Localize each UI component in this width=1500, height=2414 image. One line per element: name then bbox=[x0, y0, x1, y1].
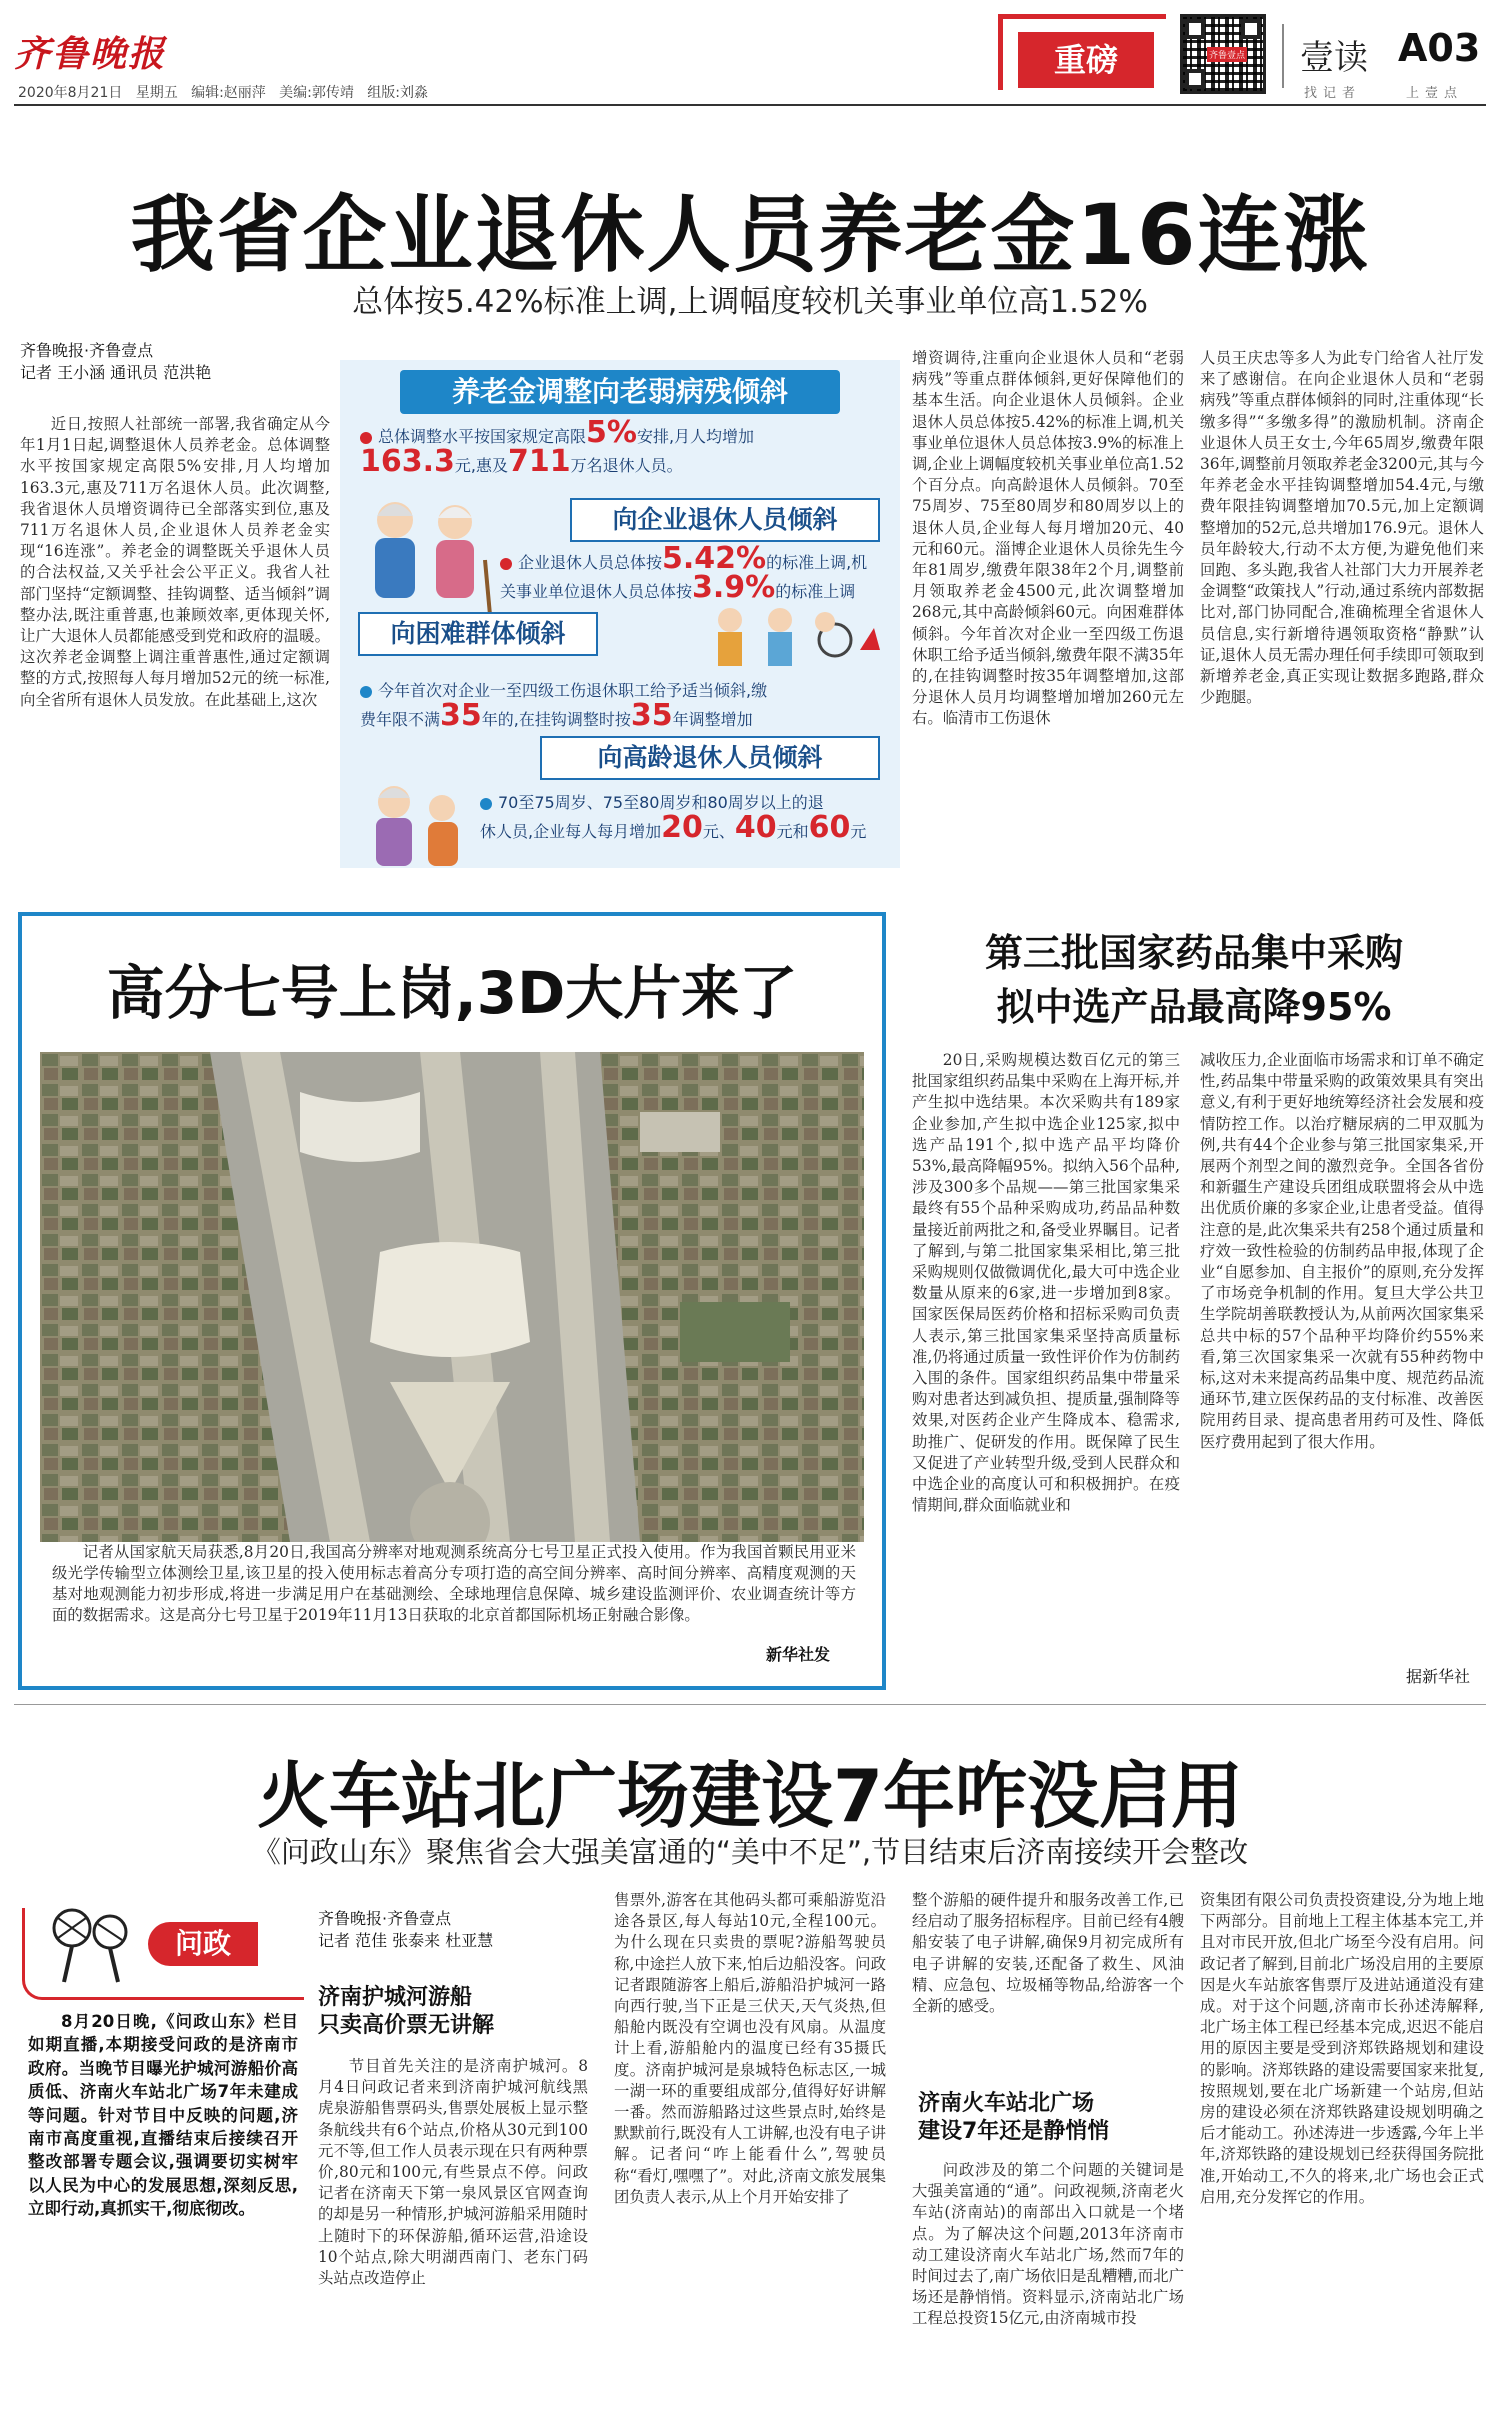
station-byline-block bbox=[318, 1908, 638, 1952]
page-number: A03 bbox=[1398, 26, 1481, 70]
lead-col1-text: 近日,按照人社部统一部署,我省确定从今年1月1日起,调整退休人员养老金。总体调整水平按国家规定高限5%安排,月人均增加163.3元,惠及711万名退休人员。此次调整,我省退休人员增资调待已全部落实到位,惠及711万名退休人员,企业退休人员养老金实现“16连涨”。养老金的调整既关乎退休人员的合法权益,又关乎社会公平正义。我省人社部门坚持“定额调整、挂钩调整、适当倾斜”调整办法,既注重普惠,也兼顾效率,更体现关怀,让广大退休人员都能感受到党和政府的温暖。这次养老金调整上调注重普惠性,通过定额调整的方式,按照每人每月增加52元的统一标准,向全省所有退休人员发放。在此基础上,这次 bbox=[20, 415, 330, 709]
sub1-line2: 只卖高价票无讲解 bbox=[318, 2013, 495, 2038]
editor-credit: 编辑:赵丽萍 bbox=[191, 85, 266, 101]
p3-a: 今年首次对企业一至四级工伤退休职工给予适当倾斜,缴 bbox=[378, 681, 768, 700]
p4-h: 元 bbox=[850, 822, 867, 841]
lead-byline-block bbox=[20, 340, 330, 384]
satellite-caption-text: 记者从国家航天局获悉,8月20日,我国高分辨率对地观测系统高分七号卫星正式投入使用。作为我国首颗民用亚米级光学传输型立体测绘卫星,该卫星的投入使用标志着高分专项打造的高空间分辨率、高时间分辨率、高精度观测的天基对地观测能力初步形成,将进一步满足用户在基础测绘、全球地理信息保障、城乡建设监测评价、农业调查统计等方面的数据需求。这是高分七号卫星于2019年11月13日获取的北京首都国际机场正射融合影像。 bbox=[52, 1543, 856, 1624]
drug-col1-text: 20日,采购规模达数百亿元的第三批国家组织药品集中采购在上海开标,并产生拟中选结果。本次采购共有189家企业参加,产生拟中选企业125家,拟中选产品191个,拟中选产品平均降价53%,最高降幅95%。拟纳入56个品种,涉及300多个品规——第三批国家集采最终有55个品种采购成功,药品品种数量接近前两批之和,备受业界瞩目。记者了解到,与第二批国家集采相比,第三批采购规则仅做微调优化,最大可中选企业数量从原来的6家,进一步增加到8家。国家医保局医药价格和招标采购司负责人表示,第三批国家集采坚持高质量标准,仍将通过质量一致性评价作为仿制药入围的条件。国家组织药品集中带量采购对患者达到减负担、提质量,强制降等效果,对医药企业产生降成本、稳需求,助推广、促研发的作用。既保障了民生又促进了产业转型升级,受到人民群众和中选企业的高度认可和积极拥护。在疫情期间,群众面临就业和 bbox=[912, 1051, 1180, 1515]
microphone-icon bbox=[34, 1904, 144, 1986]
infographic-box-elderly: 向高龄退休人员倾斜 bbox=[540, 736, 880, 780]
p1-g: 万名退休人员。 bbox=[570, 456, 683, 475]
p3-c: 35 bbox=[440, 698, 482, 733]
infographic-title: 养老金调整向老弱病残倾斜 bbox=[400, 370, 840, 414]
infographic-point-2 bbox=[500, 541, 890, 605]
satellite-headline: 高分七号上岗,3D大片来了 bbox=[106, 959, 798, 1027]
p4-d: 元、 bbox=[702, 822, 735, 841]
p3-d: 年的,在挂钩调整时按 bbox=[481, 710, 631, 729]
bullet-dot bbox=[500, 558, 512, 570]
p4-f: 元和 bbox=[776, 822, 809, 841]
lead-column-2 bbox=[912, 348, 1184, 864]
bullet-dot bbox=[360, 686, 372, 698]
station-subheading-2 bbox=[918, 2090, 1109, 2146]
lead-headline: 我省企业退休人员养老金16连涨 bbox=[130, 186, 1370, 284]
satellite-caption bbox=[52, 1542, 856, 1626]
sub2-line1: 济南火车站北广场 bbox=[918, 2091, 1095, 2116]
station-intro bbox=[28, 2010, 298, 2221]
satellite-credit: 新华社发 bbox=[766, 1645, 831, 1664]
p1-a: 总体调整水平按国家规定高限 bbox=[378, 427, 587, 446]
section-rule bbox=[14, 1704, 1486, 1705]
elderly-couple-illustration bbox=[350, 490, 500, 620]
qr-finder-bl bbox=[1185, 69, 1205, 89]
p2-d: 关事业单位退休人员总体按 bbox=[500, 582, 693, 601]
p1-d: 163.3 bbox=[360, 444, 455, 479]
lead-column-1 bbox=[20, 414, 330, 864]
p2-a: 企业退休人员总体按 bbox=[518, 553, 663, 572]
infographic-box-difficult: 向困难群体倾斜 bbox=[358, 612, 598, 656]
masthead-date-line bbox=[18, 82, 428, 102]
p2-e: 3.9% bbox=[692, 570, 776, 605]
proof-credit: 组版:刘淼 bbox=[367, 85, 428, 101]
p1-c: 安排,月人均增加 bbox=[636, 427, 755, 446]
infographic-point-3 bbox=[360, 678, 890, 732]
qr-code[interactable] bbox=[1180, 14, 1266, 94]
p2-c: 的标准上调,机 bbox=[766, 553, 868, 572]
qr-label: 齐鲁壹点 bbox=[1207, 47, 1247, 62]
slogan-right: 上壹点 bbox=[1406, 86, 1464, 101]
column-tag-label: 问政 bbox=[148, 1922, 258, 1966]
p3-e: 35 bbox=[630, 698, 673, 733]
slogan-left: 找记者 bbox=[1304, 86, 1362, 101]
masthead-rule bbox=[14, 104, 1486, 106]
airport-satellite-photo bbox=[40, 1052, 864, 1542]
station-headline: 火车站北广场建设7年咋没启用 bbox=[256, 1754, 1244, 1838]
masthead-divider bbox=[1282, 24, 1284, 88]
p4-c: 20 bbox=[661, 810, 703, 845]
p3-b: 费年限不满 bbox=[360, 710, 441, 729]
station-column-4a bbox=[912, 1890, 1184, 2082]
bullet-dot bbox=[480, 798, 492, 810]
drug-column-2 bbox=[1200, 1050, 1484, 1652]
station-column-2 bbox=[318, 2056, 588, 2406]
bullet-dot bbox=[360, 432, 372, 444]
station-column-5 bbox=[1200, 1890, 1484, 2406]
station-source: 齐鲁晚报·齐鲁壹点 bbox=[318, 1909, 452, 1928]
issue-date: 2020年8月21日 bbox=[18, 85, 123, 101]
infographic-box-enterprise: 向企业退休人员倾斜 bbox=[570, 498, 880, 542]
drug-column-1 bbox=[912, 1050, 1180, 1686]
p2-f: 的标准上调 bbox=[775, 582, 856, 601]
lead-byline: 记者 王小涵 通讯员 范洪艳 bbox=[20, 363, 212, 382]
station-byline: 记者 范佳 张泰来 杜亚慧 bbox=[318, 1931, 494, 1950]
qr-finder-tl bbox=[1185, 19, 1205, 39]
p2-b: 5.42% bbox=[662, 541, 767, 576]
masthead-logo: 齐鲁晚报 bbox=[14, 33, 167, 75]
p4-g: 60 bbox=[808, 810, 851, 845]
drug-headline-1: 第三批国家药品集中采购 bbox=[984, 931, 1403, 975]
station-subhead: 《问政山东》聚焦省会大强美富通的“美中不足”,节目结束后济南接续开会整改 bbox=[251, 1835, 1249, 1869]
infographic-point-1 bbox=[360, 415, 880, 479]
lead-col2-text: 增资调待,注重向企业退休人员和“老弱病残”等重点群体倾斜,更好保障他们的基本生活。向企业退休人员倾斜。企业退休人员总体按5.42%的标准上调,机关事业单位退休人员总体按3.9%的标准上调,企业上调幅度较机关事业单位高1.52个百分点。向高龄退休人员倾斜。70至75周岁、75至80周岁和80周岁以上的退休人员,企业每人每月增加20元、40元和60元。淄博企业退休人员徐先生今年81周岁,缴费年限38年2个月,调整前月领取养老金4500元,此次调整增加268元,其中高龄倾斜60元。向困难群体倾斜。今年首次对企业一至四级工伤退休职工给予适当倾斜,缴费年限不满35年的,在挂钩调整时按35年调整增加,这部分退休人员月均调整增加增加260元左右。临清市工伤退休 bbox=[912, 349, 1184, 728]
p4-e: 40 bbox=[734, 810, 777, 845]
lead-column-3 bbox=[1200, 348, 1484, 864]
drug-col2-text: 减收压力,企业面临市场需求和订单不确定性,药品集中带量采购的政策效果具有突出意义,有利于更好地统筹经济社会发展和疫情防控工作。以治疗糖尿病的二甲双胍为例,共有44个企业参与第三批国家集采,开展两个剂型之间的激烈竞争。全国各省份和新疆生产建设兵团组成联盟将会从中选出优质价廉的多家企业,让患者受益。值得注意的是,此次集采共有258个通过质量和疗效一致性检验的仿制药品申报,体现了企业“自愿参加、自主报价”的原则,充分发挥了市场竞争机制的作用。复旦大学公共卫生学院胡善联教授认为,从前两次国家集采总共中标的57个品种平均降价约55%来看,第三次国家集采一次就有55种药物中标,这对未来提高药品集中度、规范药品流通环节,建立医保药品的支付标准、改善医院用药目录、提高患者用药可及性、降低医疗费用起到了很大作用。 bbox=[1200, 1051, 1484, 1451]
station-column-3 bbox=[614, 1890, 886, 2406]
infographic-point-4 bbox=[480, 790, 890, 844]
lead-col3-text: 人员王庆忠等多人为此专门给省人社厅发来了感谢信。在向企业退休人员和“老弱病残”等重点群体倾斜的同时,注重体现“长缴多得”“多缴多得”的激励机制。济南企业退休人员王女士,今年65周岁,缴费年限36年,调整前月领取养老金3200元,其与今年养老金水平挂钩调整增加54.4元,与缴费年限挂钩调整增加70.5元,加上定额调整增加的52元,总共增加176.9元。退休人员年龄较大,行动不太方便,为避免他们来回跑、多头跑,我省人社部门大力开展养老金调整“政策找人”行动,通过系统内部数据比对,部门协同配合,准确梳理全省退休人员信息,实行新增待遇领取资格“静默”认证,退休人员无需办理任何手续即可领取到新增养老金,真正实现让数据多跑路,群众少跑腿。 bbox=[1200, 349, 1484, 707]
station-col3-text: 售票外,游客在其他码头都可乘船游览沿途各景区,每人每站10元,全程100元。为什么现在只卖贵的票呢?游船驾驶员称,中途拦人放下来,怕后边船没客。问政记者跟随游客上船后,游船沿护城河一路向西行驶,当下正是三伏天,天气炎热,但船舱内既没有空调也没有风扇。从温度计上看,游船舱内的温度已经有35摄氏度。济南护城河是泉城特色标志区,一城一湖一环的重要组成部分,值得好好讲解一番。然而游船路过这些景点时,始终是默默前行,既没有人工讲解,也没有电子讲解。记者问“咋上能看什么”,驾驶员称“看灯,嘿嘿了”。对此,济南文旅发展集团负责人表示,从上个月开始安排了 bbox=[614, 1891, 886, 2206]
p4-b: 休人员,企业每人每月增加 bbox=[480, 822, 662, 841]
station-col4b-text: 问政涉及的第二个问题的关键词是大强美富通的“通”。问政视频,济南老火车站(济南站)的南部出入口就是一个堵点。为了解决这个问题,2013年济南市动工建设济南火车站北广场,然而7年的时间过去了,南广场依旧是乱糟糟,而北广场还是静悄悄。资料显示,济南站北广场工程总投资15亿元,由济南城市投 bbox=[912, 2161, 1184, 2328]
lead-source: 齐鲁晚报·齐鲁壹点 bbox=[20, 341, 154, 360]
station-column-4b bbox=[912, 2160, 1184, 2406]
drug-headline-2: 拟中选产品最高降95% bbox=[996, 985, 1392, 1029]
p1-b: 5% bbox=[586, 415, 637, 450]
elderly-care-illustration bbox=[354, 780, 474, 868]
drug-credit: 据新华社 bbox=[1406, 1667, 1471, 1686]
pension-infographic bbox=[340, 360, 900, 868]
station-col5-text: 资集团有限公司负责投资建设,分为地上地下两部分。目前地上工程主体基本完工,并且对市民开放,但北广场至今没有启用。问政记者了解到,目前北广场没启用的主要原因是火车站旅客售票厅及进站通道没有建成。对于这个问题,济南市长孙述涛解释,北广场主体工程已经基本完成,迟迟不能启用的原因主要是受到济郑铁路规划和建设的影响。济郑铁路的建设需要国家来批复,按照规划,要在北广场新建一个站房,但站房的建设必须在济郑铁路建设规划明确之后才能动工。孙述涛进一步透露,今年上半年,济郑铁路的建设规划已经获得国务院批准,开始动工,不久的将来,北广场也会正式启用,充分发挥它的作用。 bbox=[1200, 1891, 1484, 2206]
section-tag: 重磅 bbox=[1018, 32, 1154, 88]
station-intro-text: 8月20日晚,《问政山东》栏目如期直播,本期接受问政的是济南市政府。当晚节目曝光护城河游船价高质低、济南火车站北广场7年未建成等问题。针对节目中反映的问题,济南市高度重视,直播结束后接续召开整改部署专题会议,强调要切实树牢以人民为中心的发展思想,深刻反思,立即行动,真抓实干,彻底彻改。 bbox=[28, 2012, 298, 2219]
lead-subhead: 总体按5.42%标准上调,上调幅度较机关事业单位高1.52% bbox=[352, 284, 1148, 320]
designer-credit: 美编:郭传靖 bbox=[279, 85, 354, 101]
station-subheading-1 bbox=[318, 1984, 494, 2040]
station-col2-text: 节目首先关注的是济南护城河。8月4日问政记者来到济南护城河航线黑虎泉游船售票码头,售票处展板上显示整条航线共有6个站点,价格从30元到100元不等,但工作人员表示现在只有两种票价,80元和100元,有些景点不停。问政记者在济南天下第一泉风景区官网查询的却是另一种情形,护城河游船采用随时上随时下的环保游船,循环运营,沿途设10个站点,除大明湖西南门、老东门码头站点改造停止 bbox=[318, 2057, 588, 2288]
p1-f: 711 bbox=[508, 444, 571, 479]
helping-hands-illustration bbox=[700, 600, 890, 670]
qr-finder-tr bbox=[1241, 19, 1261, 39]
p1-e: 元,惠及 bbox=[454, 456, 508, 475]
p4-a: 70至75周岁、75至80周岁和80周岁以上的退 bbox=[498, 793, 824, 812]
p3-f: 年调整增加 bbox=[672, 710, 753, 729]
section-name: 壹读 bbox=[1300, 38, 1368, 78]
station-col4a-text: 整个游船的硬件提升和服务改善工作,已经启动了服务招标程序。目前已经有4艘船安装了电子讲解,确保9月初完成所有电子讲解的安装,还配备了救生、风油精、应急包、垃圾桶等物品,给游客一个全新的感受。 bbox=[912, 1891, 1184, 2016]
sub2-line2: 建设7年还是静悄悄 bbox=[918, 2119, 1110, 2144]
issue-weekday: 星期五 bbox=[135, 85, 178, 101]
sub1-line1: 济南护城河游船 bbox=[318, 1985, 473, 2010]
